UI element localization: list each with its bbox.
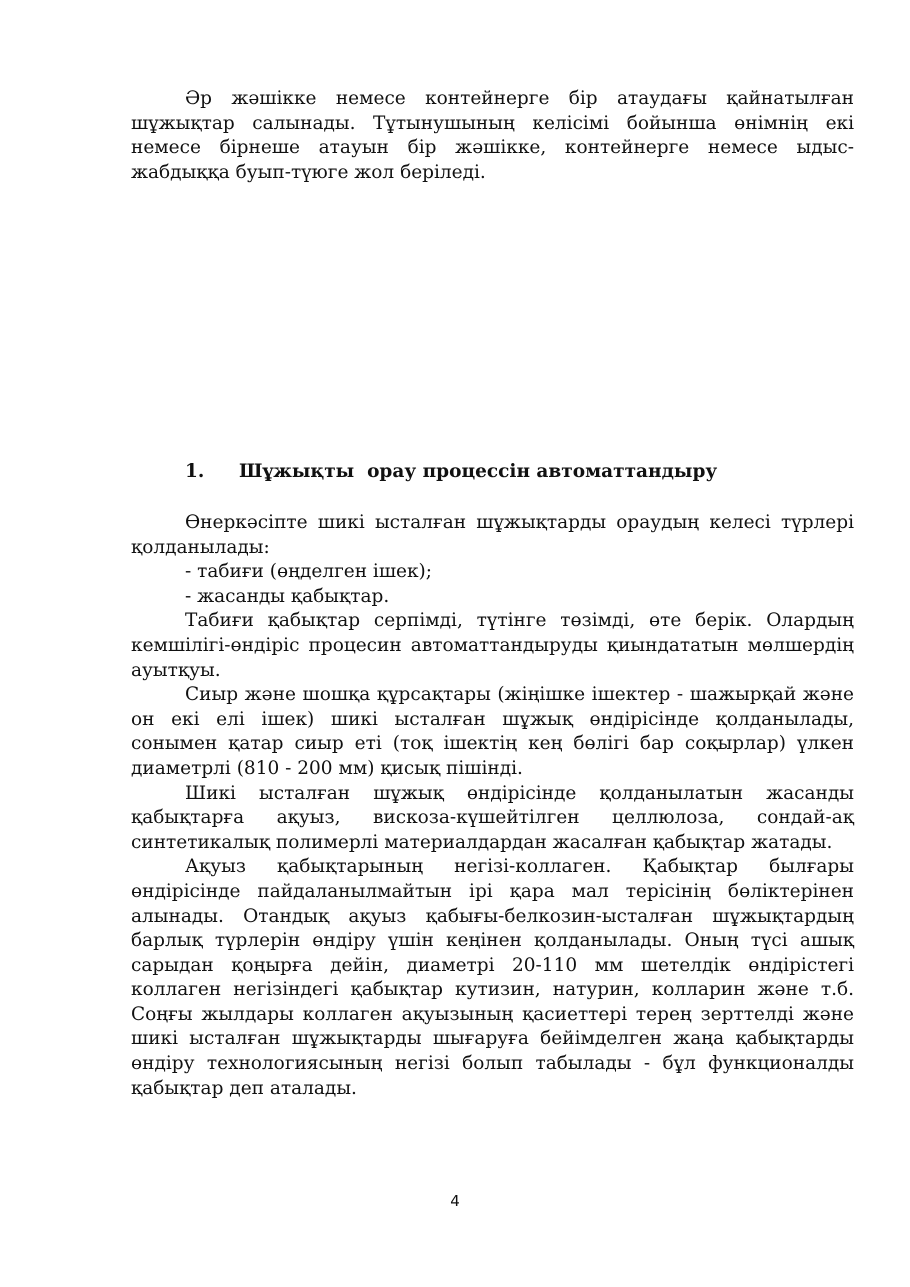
paragraph-artificial-casings: Шикі ысталған шұжық өндірісінде қолданылатын жасанды қабықтарға ақуыз, вискоза-күшейтілген целлюлоза, сондай-ақ синтетикалық полимерлі материалдардан жасалған қабықтар жатады.	[131, 782, 854, 853]
section-number: 1.	[185, 461, 205, 482]
list-item-artificial: - жасанды қабықтар.	[185, 585, 390, 607]
paragraph-casing-types: Өнеркәсіпте шикі ысталған шұжықтарды ораудың келесі түрлері қолданылады:	[131, 512, 854, 558]
section-title: Шұжықты орау процессін автоматтандыру	[239, 461, 718, 482]
paragraph-collagen: Ақуыз қабықтарының негізі-коллаген. Қабықтар былғары өндірісінде пайдаланылмайтын ірі қара мал терісінің бөліктерінен алынады. Отандық ақуыз қабығы-белкозин-ысталған шұжықтардың барлық түрлерін өндіру үшін кеңінен қолданылады. Оның түсі ашық сарыдан қоңырға дейін, диаметрі 20-110 мм шетелдік өндірістегі коллаген негізіндегі қабықтар кутизин, натурин, колларин және т.б. Соңғы жылдары коллаген ақуызының қасиеттері терең зерттелді және шикі ысталған шұжықтарды шығаруға бейімделген жаңа қабықтарды өндіру технологиясының негізі болып табылады - бұл функционалды қабықтар деп аталады.	[131, 856, 854, 1099]
intro-block	[131, 87, 854, 185]
section-body	[131, 511, 854, 1101]
paragraph-natural-casings: Табиғи қабықтар серпімді, түтінге төзімді, өте берік. Олардың кемшілігі-өндіріс процесин автоматтандыруды қиындататын мөлшердің ауытқуы.	[131, 610, 854, 681]
intro-paragraph: Әр жәшікке немесе контейнерге бір атаудағы қайнатылған шұжықтар салынады. Тұтынушының келісімі бойынша өнімнің екі немесе бірнеше атауын бір жәшікке, контейнерге немесе ыдыс-жабдыққа буып-түюге жол беріледі.	[131, 88, 854, 183]
section-heading	[185, 460, 717, 485]
paragraph-intestines: Сиыр және шошқа құрсақтары (жіңішке ішектер - шажырқай және он екі елі ішек) шикі ысталған шұжық өндірісінде қолданылады, сонымен қатар сиыр еті (тоқ ішектің кең бөлігі бар соқырлар) үлкен диаметрлі (810 - 200 мм) қисық пішінді.	[131, 684, 854, 779]
list-item-natural: - табиғи (өңделген ішек);	[185, 561, 432, 583]
page-number: 4	[450, 1192, 460, 1210]
